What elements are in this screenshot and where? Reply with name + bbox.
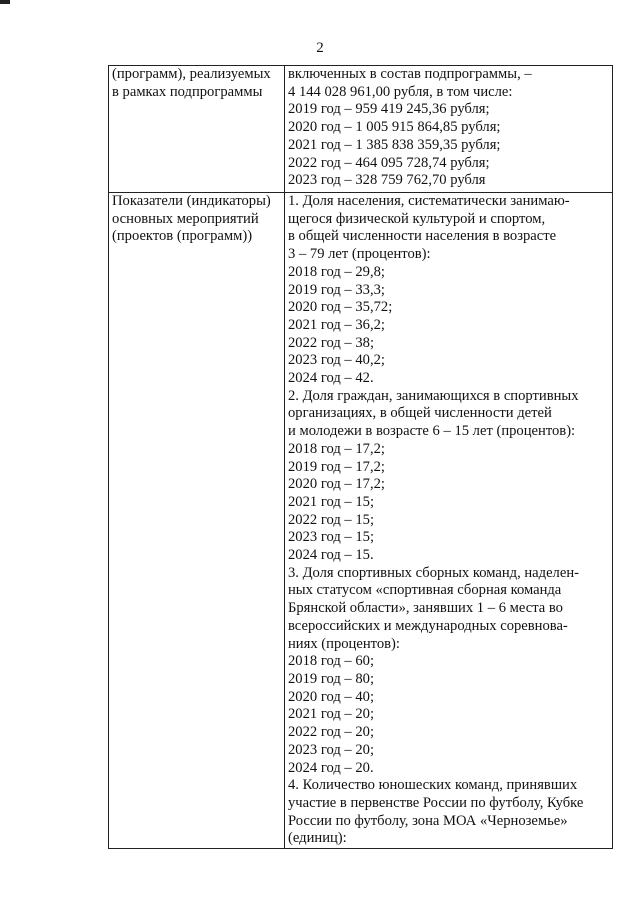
indicator-line: 2020 год – 35,72; (288, 299, 393, 316)
indicator-line: 2021 год – 36,2; (288, 316, 385, 333)
indicator-line: 2023 год – 15; (288, 529, 375, 546)
indicator-line: 3 – 79 лет (процентов): (288, 246, 431, 263)
indicators-label-line: Показатели (индикаторы) (112, 193, 271, 209)
indicator-line: 1. Доля населения, систематически занимаю- (288, 193, 570, 209)
indicator-line: 2018 год – 17,2; (288, 440, 385, 457)
indicator-line: 2023 год – 40,2; (288, 352, 385, 369)
funding-value-line: 2019 год – 959 419 245,36 рубля; (288, 101, 490, 118)
indicator-line: 2024 год – 42. (288, 370, 374, 387)
funding-value-line: 2020 год – 1 005 915 864,85 рубля; (288, 119, 501, 136)
indicator-line: 3. Доля спортивных сборных команд, наделен- (288, 564, 579, 581)
indicator-line: в общей численности населения в возрасте (288, 228, 557, 245)
funding-label-line: в рамках подпрограммы (112, 83, 263, 100)
indicator-line: 2021 год – 15; (288, 493, 375, 510)
indicator-line: 2. Доля граждан, занимающихся в спортивных (288, 387, 579, 404)
page-number: 2 (316, 40, 324, 56)
indicator-line: ных статусом «спортивная сборная команда (288, 582, 562, 599)
indicator-line: 2019 год – 17,2; (288, 458, 385, 475)
indicator-line: 2020 год – 40; (288, 688, 375, 705)
indicator-line: щегося физической культурой и спортом, (288, 210, 546, 227)
indicator-line: организациях, в общей численности детей (288, 405, 552, 422)
table-row-funding (109, 66, 613, 193)
indicators-label-line: (проектов (программ)) (112, 228, 253, 245)
indicators-label-cell (109, 193, 285, 849)
funding-value-line: 2021 год – 1 385 838 359,35 рубля; (288, 136, 501, 153)
indicator-line: 2020 год – 17,2; (288, 476, 385, 493)
scan-corner-mark (0, 0, 10, 4)
indicator-line: 2018 год – 60; (288, 653, 375, 670)
indicator-line: участие в первенстве России по футболу, Кубке (288, 794, 584, 811)
indicator-line: 2019 год – 33,3; (288, 281, 385, 298)
indicator-line: 2019 год – 80; (288, 670, 375, 687)
indicator-line: 2024 год – 20. (288, 759, 374, 776)
indicator-line: 2024 год – 15. (288, 547, 374, 564)
indicator-line: ниях (процентов): (288, 635, 400, 652)
funding-value-cell (285, 66, 613, 193)
indicator-line: 2018 год – 29,8; (288, 263, 385, 280)
indicator-line: 2022 год – 20; (288, 724, 375, 741)
indicators-label-line: основных мероприятий (112, 210, 259, 227)
funding-label-line: (программ), реализуемых (112, 66, 271, 82)
funding-value-line: включенных в состав подпрограммы, – (288, 66, 532, 82)
indicator-line: 2021 год – 20; (288, 706, 375, 723)
indicator-line: 2022 год – 38; (288, 334, 375, 351)
funding-value-line: 4 144 028 961,00 рубля, в том числе: (288, 83, 513, 100)
indicator-line: 4. Количество юношеских команд, принявших (288, 777, 578, 794)
funding-value-line: 2022 год – 464 095 728,74 рубля; (288, 154, 490, 171)
indicator-line: и молодежи в возрасте 6 – 15 лет (процентов): (288, 423, 576, 440)
indicator-line: 2023 год – 20; (288, 741, 375, 758)
indicator-line: России по футболу, зона МОА «Черноземье» (288, 812, 568, 829)
funding-label-cell (109, 66, 285, 193)
indicator-line: (единиц): (288, 830, 347, 847)
indicator-line: Брянской области», занявших 1 – 6 места во (288, 600, 563, 617)
indicator-line: 2022 год – 15; (288, 511, 375, 528)
program-passport-table (108, 65, 613, 849)
funding-value-line: 2023 год – 328 759 762,70 рубля (288, 172, 486, 189)
indicators-value-cell (285, 193, 613, 849)
indicator-line: всероссийских и международных соревнова- (288, 617, 568, 634)
table-row-indicators (109, 193, 613, 849)
